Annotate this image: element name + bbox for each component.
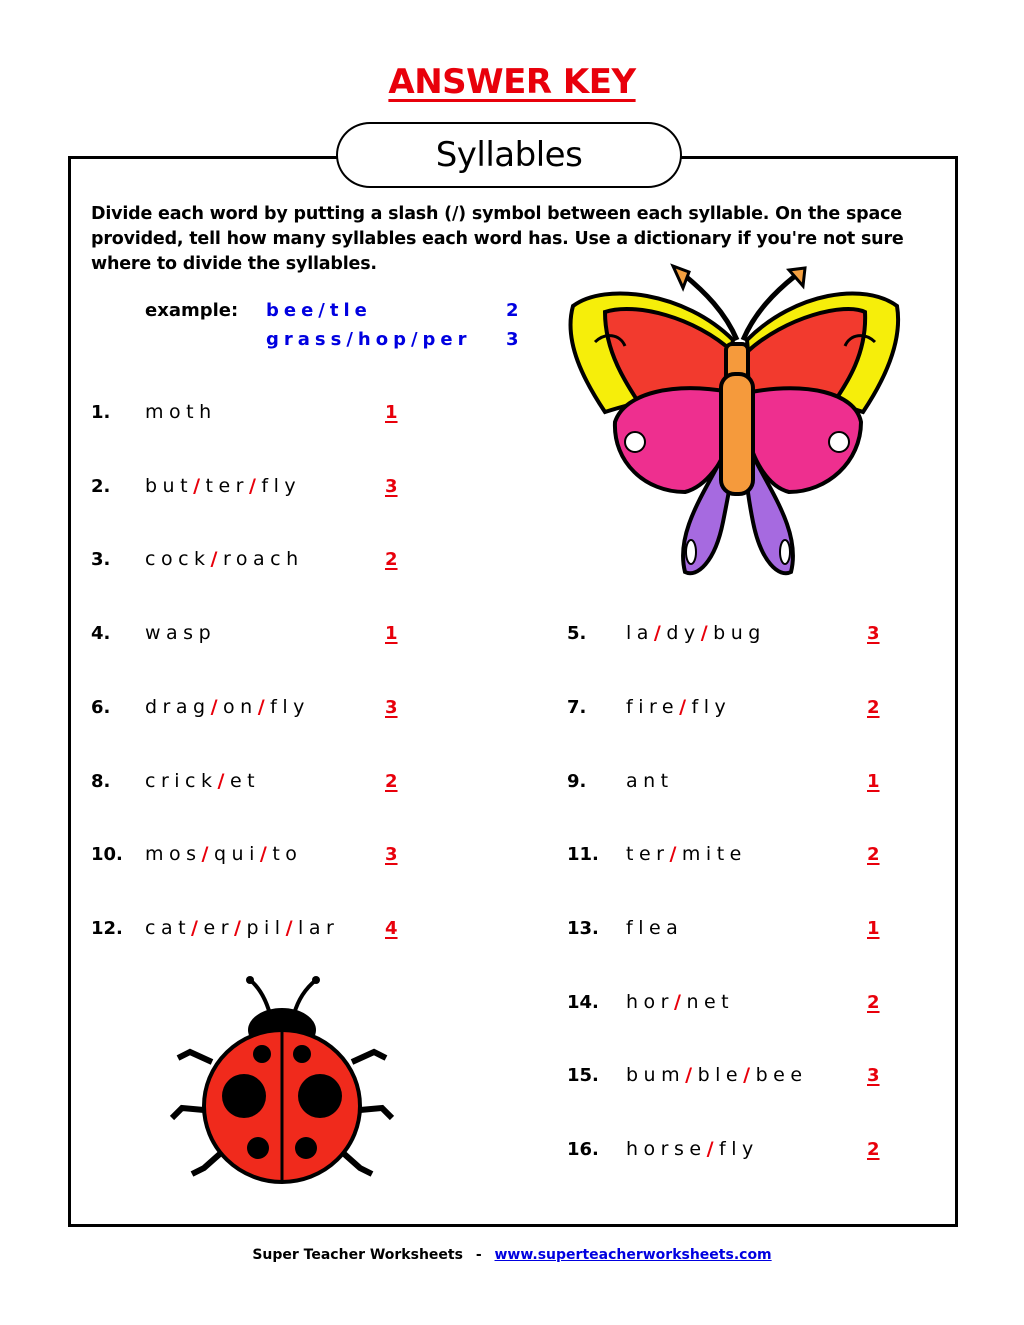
question-number: 16. — [567, 1139, 599, 1160]
question-number: 3. — [91, 549, 111, 570]
question-number: 2. — [91, 476, 111, 497]
syllable-count-answer: 3 — [385, 476, 398, 497]
syllable-count-answer: 1 — [385, 623, 398, 644]
question-word — [626, 696, 731, 718]
syllable: to — [272, 843, 303, 865]
syllable: fly — [691, 696, 732, 718]
question-number: 7. — [567, 697, 587, 718]
question-number: 11. — [567, 844, 599, 865]
worksheet-title: Syllables — [435, 135, 583, 175]
instructions-text: Divide each word by putting a slash (/) symbol between each syllable. On the space provided, tell how many syllables each word has. Use a dictionary if you're not sure where to divide the syllables. — [91, 204, 904, 274]
question-word — [626, 1138, 759, 1160]
syllable-count-answer: 3 — [867, 1065, 880, 1086]
answer-key-heading: ANSWER KEY — [388, 62, 636, 102]
syllable: ble — [697, 1064, 744, 1086]
syllable: cock — [145, 548, 211, 570]
footer — [0, 1247, 1024, 1263]
syllable: crick — [145, 770, 218, 792]
syllable: roach — [222, 548, 304, 570]
syllable-count-answer: 2 — [867, 697, 880, 718]
question-number: 13. — [567, 918, 599, 939]
syllable: qui — [214, 843, 260, 865]
syllable-slash: / — [653, 622, 667, 644]
question-word — [626, 770, 674, 792]
syllable-slash: / — [201, 843, 214, 865]
question-word — [145, 696, 310, 718]
syllable: but — [145, 475, 194, 497]
question-number: 15. — [567, 1065, 599, 1086]
syllable-slash: / — [679, 696, 692, 718]
question-word — [145, 622, 216, 644]
syllable: bee — [755, 1064, 808, 1086]
question-number: 6. — [91, 697, 111, 718]
syllable-count-answer: 3 — [385, 697, 398, 718]
syllable: pil — [246, 917, 286, 939]
question-word — [145, 770, 260, 792]
syllable-count-answer: 2 — [867, 1139, 880, 1160]
syllable-count-answer: 2 — [385, 549, 398, 570]
syllable: bug — [713, 622, 766, 644]
syllable: drag — [145, 696, 211, 718]
syllable-count-answer: 2 — [867, 992, 880, 1013]
syllable-slash: / — [248, 475, 262, 497]
example-label: example: — [145, 300, 239, 321]
syllable: la — [626, 622, 654, 644]
syllable-count-answer: 4 — [385, 918, 398, 939]
syllable-count-answer: 2 — [867, 844, 880, 865]
question-number: 9. — [567, 771, 587, 792]
butterfly-icon — [565, 262, 905, 582]
syllable: fire — [626, 696, 680, 718]
syllable: fly — [719, 1138, 759, 1160]
syllable: fly — [270, 696, 310, 718]
syllable-slash: / — [217, 770, 230, 792]
syllable-slash: / — [673, 991, 687, 1013]
syllable: moth — [145, 401, 217, 423]
question-number: 1. — [91, 402, 111, 423]
question-number: 5. — [567, 623, 587, 644]
syllable: hor — [626, 991, 674, 1013]
syllable-slash: / — [700, 622, 714, 644]
syllable: ter — [626, 843, 670, 865]
syllable: et — [229, 770, 261, 792]
syllable-slash: / — [259, 843, 273, 865]
syllable: ter — [205, 475, 249, 497]
worksheet-title-tab — [336, 122, 682, 188]
syllable: wasp — [145, 622, 217, 644]
syllable: lar — [298, 917, 340, 939]
question-number: 10. — [91, 844, 123, 865]
question-word — [145, 548, 304, 570]
syllable: dy — [666, 622, 701, 644]
syllable-slash: / — [193, 475, 206, 497]
syllable: mos — [145, 843, 202, 865]
question-number: 14. — [567, 992, 599, 1013]
question-word — [626, 991, 734, 1013]
syllable: ant — [626, 770, 674, 792]
syllable: bum — [626, 1064, 686, 1086]
syllable: mite — [681, 843, 747, 865]
question-word — [626, 1064, 808, 1086]
example-count-1: 2 — [506, 300, 519, 321]
footer-brand: Super Teacher Worksheets — [252, 1247, 463, 1263]
syllable-slash: / — [285, 917, 299, 939]
question-word — [145, 475, 301, 497]
syllable-count-answer: 3 — [867, 623, 880, 644]
syllable-count-answer: 1 — [867, 918, 880, 939]
syllable-slash: / — [234, 917, 247, 939]
question-number: 12. — [91, 918, 123, 939]
syllable-slash: / — [210, 548, 223, 570]
syllable-slash: / — [191, 917, 204, 939]
syllable: horse — [626, 1138, 707, 1160]
syllable: er — [203, 917, 235, 939]
syllable-count-answer: 2 — [385, 771, 398, 792]
footer-separator: - — [475, 1247, 482, 1263]
example-word-2: grass/hop/per — [266, 329, 472, 350]
syllable-count-answer: 1 — [867, 771, 880, 792]
syllable-slash: / — [685, 1064, 698, 1086]
question-word — [145, 401, 217, 423]
syllable: flea — [626, 917, 684, 939]
syllable-slash: / — [257, 696, 271, 718]
question-number: 4. — [91, 623, 111, 644]
syllable-count-answer: 3 — [385, 844, 398, 865]
syllable: net — [686, 991, 735, 1013]
syllable-count-answer: 1 — [385, 402, 398, 423]
question-number: 8. — [91, 771, 111, 792]
syllable: cat — [145, 917, 192, 939]
syllable-slash: / — [706, 1138, 720, 1160]
syllable: fly — [261, 475, 302, 497]
question-word — [626, 917, 683, 939]
example-word-1: bee/tle — [266, 300, 372, 321]
syllable: on — [223, 696, 258, 718]
syllable-slash: / — [669, 843, 682, 865]
question-word — [626, 622, 766, 644]
question-word — [145, 843, 302, 865]
question-word — [145, 917, 339, 939]
footer-link[interactable]: www.superteacherworksheets.com — [494, 1247, 772, 1263]
syllable-slash: / — [210, 696, 224, 718]
question-word — [626, 843, 747, 865]
example-count-2: 3 — [506, 329, 519, 350]
ladybug-icon — [162, 972, 402, 1187]
syllable-slash: / — [743, 1064, 756, 1086]
